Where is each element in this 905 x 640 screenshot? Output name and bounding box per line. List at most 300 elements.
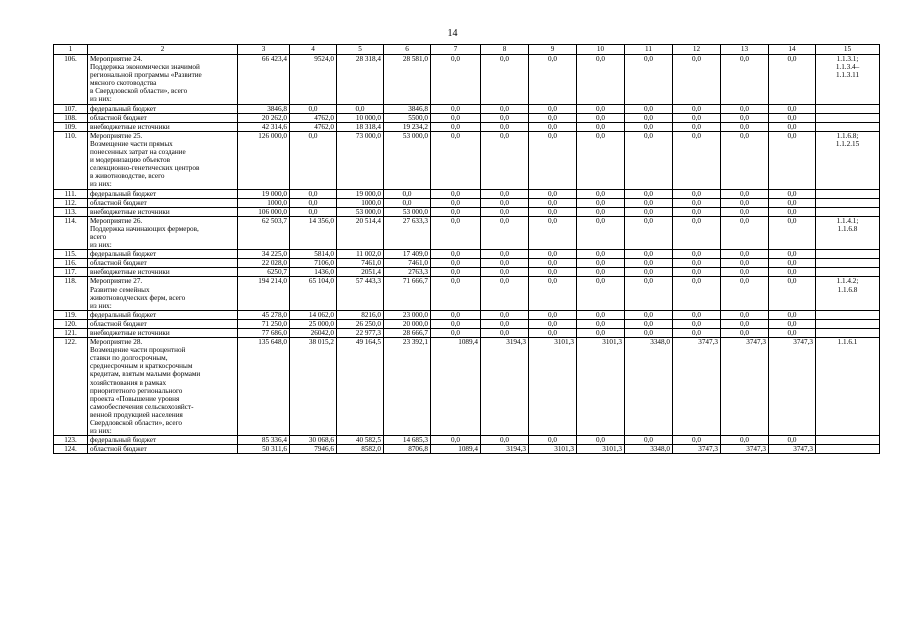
value-cell: 11 002,0 bbox=[337, 250, 384, 259]
value-cell: 19 234,2 bbox=[384, 122, 431, 131]
value-cell: 0,0 bbox=[769, 329, 816, 338]
value-cell: 0,0 bbox=[721, 259, 769, 268]
value-cell: 3101,3 bbox=[577, 338, 625, 436]
column-header: 15 bbox=[816, 45, 880, 55]
row-number: 116. bbox=[54, 259, 88, 268]
row-number: 124. bbox=[54, 445, 88, 454]
row-description: Мероприятие 25. Возмещение части прямых понесенных затрат на создание и модернизацию объектов селекционно-генетических центров в животноводстве, всего из них: bbox=[88, 131, 238, 189]
value-cell: 0,0 bbox=[721, 113, 769, 122]
row-description: областной бюджет bbox=[88, 259, 238, 268]
row-number: 109. bbox=[54, 122, 88, 131]
target-indicator-ref bbox=[816, 436, 880, 445]
value-cell: 1089,4 bbox=[431, 445, 481, 454]
value-cell: 0,0 bbox=[290, 131, 337, 189]
page-number: 14 bbox=[447, 28, 458, 39]
value-cell: 0,0 bbox=[481, 259, 529, 268]
row-number: 113. bbox=[54, 207, 88, 216]
value-cell: 0,0 bbox=[481, 277, 529, 310]
value-cell: 0,0 bbox=[721, 268, 769, 277]
value-cell: 0,0 bbox=[721, 310, 769, 319]
value-cell: 0,0 bbox=[673, 189, 721, 198]
table-row bbox=[54, 268, 880, 277]
value-cell: 6250,7 bbox=[238, 268, 290, 277]
target-indicator-ref: 1.1.3.1; 1.1.3.4– 1.1.3.11 bbox=[816, 55, 880, 105]
value-cell: 0,0 bbox=[721, 329, 769, 338]
column-header: 14 bbox=[769, 45, 816, 55]
row-number: 120. bbox=[54, 319, 88, 328]
value-cell: 0,0 bbox=[769, 122, 816, 131]
value-cell: 0,0 bbox=[721, 189, 769, 198]
value-cell: 8706,8 bbox=[384, 445, 431, 454]
row-description: федеральный бюджет bbox=[88, 104, 238, 113]
value-cell: 0,0 bbox=[529, 207, 577, 216]
row-number: 115. bbox=[54, 250, 88, 259]
value-cell: 0,0 bbox=[673, 250, 721, 259]
value-cell: 0,0 bbox=[529, 268, 577, 277]
target-indicator-ref bbox=[816, 113, 880, 122]
value-cell: 53 000,0 bbox=[337, 207, 384, 216]
value-cell: 28 318,4 bbox=[337, 55, 384, 105]
row-number: 114. bbox=[54, 216, 88, 249]
value-cell: 53 000,0 bbox=[384, 131, 431, 189]
value-cell: 0,0 bbox=[529, 250, 577, 259]
value-cell: 0,0 bbox=[481, 104, 529, 113]
value-cell: 3194,3 bbox=[481, 338, 529, 436]
column-header: 3 bbox=[238, 45, 290, 55]
row-number: 119. bbox=[54, 310, 88, 319]
value-cell: 0,0 bbox=[577, 122, 625, 131]
value-cell: 3101,3 bbox=[529, 338, 577, 436]
value-cell: 0,0 bbox=[529, 113, 577, 122]
value-cell: 0,0 bbox=[481, 310, 529, 319]
value-cell: 0,0 bbox=[337, 104, 384, 113]
value-cell: 0,0 bbox=[673, 198, 721, 207]
value-cell: 0,0 bbox=[529, 55, 577, 105]
budget-table bbox=[53, 44, 880, 454]
table-row bbox=[54, 338, 880, 436]
value-cell: 85 336,4 bbox=[238, 436, 290, 445]
row-description: внебюджетные источники bbox=[88, 207, 238, 216]
column-header: 1 bbox=[54, 45, 88, 55]
value-cell: 0,0 bbox=[625, 189, 673, 198]
value-cell: 20 000,0 bbox=[384, 319, 431, 328]
value-cell: 3101,3 bbox=[577, 445, 625, 454]
value-cell: 22 028,0 bbox=[238, 259, 290, 268]
value-cell: 0,0 bbox=[431, 259, 481, 268]
value-cell: 0,0 bbox=[481, 189, 529, 198]
value-cell: 0,0 bbox=[529, 319, 577, 328]
value-cell: 23 000,0 bbox=[384, 310, 431, 319]
value-cell: 3846,8 bbox=[238, 104, 290, 113]
value-cell: 0,0 bbox=[577, 259, 625, 268]
value-cell: 0,0 bbox=[673, 104, 721, 113]
value-cell: 0,0 bbox=[625, 122, 673, 131]
value-cell: 3348,0 bbox=[625, 338, 673, 436]
value-cell: 0,0 bbox=[769, 113, 816, 122]
row-description: внебюджетные источники bbox=[88, 122, 238, 131]
value-cell: 0,0 bbox=[577, 216, 625, 249]
value-cell: 3747,3 bbox=[769, 445, 816, 454]
value-cell: 0,0 bbox=[481, 329, 529, 338]
value-cell: 28 581,0 bbox=[384, 55, 431, 105]
value-cell: 38 015,2 bbox=[290, 338, 337, 436]
column-header: 5 bbox=[337, 45, 384, 55]
value-cell: 0,0 bbox=[431, 207, 481, 216]
value-cell: 0,0 bbox=[721, 319, 769, 328]
value-cell: 0,0 bbox=[673, 319, 721, 328]
value-cell: 3348,0 bbox=[625, 445, 673, 454]
value-cell: 0,0 bbox=[769, 277, 816, 310]
value-cell: 0,0 bbox=[673, 310, 721, 319]
value-cell: 0,0 bbox=[625, 250, 673, 259]
value-cell: 0,0 bbox=[481, 207, 529, 216]
table-row bbox=[54, 310, 880, 319]
value-cell: 3747,3 bbox=[721, 445, 769, 454]
value-cell: 14 062,0 bbox=[290, 310, 337, 319]
target-indicator-ref bbox=[816, 445, 880, 454]
table-row bbox=[54, 436, 880, 445]
value-cell: 17 409,0 bbox=[384, 250, 431, 259]
table-row bbox=[54, 445, 880, 454]
value-cell: 0,0 bbox=[625, 259, 673, 268]
value-cell: 0,0 bbox=[721, 436, 769, 445]
row-description: Мероприятие 28. Возмещение части процентной ставки по долгосрочным, среднесрочным и краткосрочным кредитам, взятым малыми формами хозяйствования в рамках приоритетного регионального проекта «Повышение уровня самообеспечения сельскохозяйст- венной продукцией населения Свердловской области», всего из них: bbox=[88, 338, 238, 436]
value-cell: 7461,0 bbox=[337, 259, 384, 268]
value-cell: 0,0 bbox=[721, 250, 769, 259]
value-cell: 0,0 bbox=[481, 113, 529, 122]
value-cell: 0,0 bbox=[769, 436, 816, 445]
target-indicator-ref: 1.1.4.2; 1.1.6.8 bbox=[816, 277, 880, 310]
value-cell: 135 648,0 bbox=[238, 338, 290, 436]
value-cell: 0,0 bbox=[577, 250, 625, 259]
value-cell: 0,0 bbox=[529, 277, 577, 310]
value-cell: 5500,0 bbox=[384, 113, 431, 122]
target-indicator-ref bbox=[816, 250, 880, 259]
value-cell: 20 514,4 bbox=[337, 216, 384, 249]
value-cell: 0,0 bbox=[673, 216, 721, 249]
value-cell: 0,0 bbox=[431, 104, 481, 113]
value-cell: 26042,0 bbox=[290, 329, 337, 338]
value-cell: 0,0 bbox=[673, 277, 721, 310]
target-indicator-ref bbox=[816, 310, 880, 319]
value-cell: 0,0 bbox=[431, 277, 481, 310]
value-cell: 7946,6 bbox=[290, 445, 337, 454]
value-cell: 0,0 bbox=[625, 104, 673, 113]
value-cell: 0,0 bbox=[673, 329, 721, 338]
value-cell: 3194,3 bbox=[481, 445, 529, 454]
column-header: 12 bbox=[673, 45, 721, 55]
table-row bbox=[54, 250, 880, 259]
value-cell: 0,0 bbox=[431, 319, 481, 328]
value-cell: 0,0 bbox=[481, 198, 529, 207]
row-description: внебюджетные источники bbox=[88, 329, 238, 338]
row-description: областной бюджет bbox=[88, 113, 238, 122]
row-number: 118. bbox=[54, 277, 88, 310]
row-number: 108. bbox=[54, 113, 88, 122]
row-number: 111. bbox=[54, 189, 88, 198]
value-cell: 3101,3 bbox=[529, 445, 577, 454]
value-cell: 4762,0 bbox=[290, 122, 337, 131]
value-cell: 0,0 bbox=[577, 189, 625, 198]
value-cell: 7461,0 bbox=[384, 259, 431, 268]
value-cell: 0,0 bbox=[481, 55, 529, 105]
table-row bbox=[54, 259, 880, 268]
value-cell: 0,0 bbox=[431, 198, 481, 207]
table-row bbox=[54, 207, 880, 216]
value-cell: 0,0 bbox=[625, 268, 673, 277]
row-description: Мероприятие 27. Развитие семейных животноводческих ферм, всего из них: bbox=[88, 277, 238, 310]
value-cell: 0,0 bbox=[577, 207, 625, 216]
table-row bbox=[54, 104, 880, 113]
value-cell: 0,0 bbox=[577, 113, 625, 122]
value-cell: 0,0 bbox=[529, 104, 577, 113]
value-cell: 20 262,0 bbox=[238, 113, 290, 122]
target-indicator-ref bbox=[816, 319, 880, 328]
value-cell: 0,0 bbox=[673, 436, 721, 445]
value-cell: 0,0 bbox=[481, 250, 529, 259]
row-description: федеральный бюджет bbox=[88, 436, 238, 445]
value-cell: 0,0 bbox=[625, 216, 673, 249]
value-cell: 0,0 bbox=[431, 436, 481, 445]
value-cell: 0,0 bbox=[769, 189, 816, 198]
value-cell: 0,0 bbox=[431, 131, 481, 189]
value-cell: 0,0 bbox=[577, 277, 625, 310]
value-cell: 28 666,7 bbox=[384, 329, 431, 338]
value-cell: 0,0 bbox=[625, 319, 673, 328]
value-cell: 0,0 bbox=[431, 216, 481, 249]
value-cell: 2051,4 bbox=[337, 268, 384, 277]
value-cell: 0,0 bbox=[769, 259, 816, 268]
row-description: Мероприятие 24. Поддержка экономически значимой региональной программы «Развитие мясного скотоводства в Свердловской области», всего из них: bbox=[88, 55, 238, 105]
value-cell: 0,0 bbox=[481, 122, 529, 131]
value-cell: 0,0 bbox=[625, 55, 673, 105]
value-cell: 0,0 bbox=[431, 55, 481, 105]
value-cell: 0,0 bbox=[431, 113, 481, 122]
value-cell: 0,0 bbox=[577, 319, 625, 328]
value-cell: 0,0 bbox=[290, 104, 337, 113]
value-cell: 30 068,6 bbox=[290, 436, 337, 445]
value-cell: 0,0 bbox=[673, 113, 721, 122]
target-indicator-ref: 1.1.4.1; 1.1.6.8 bbox=[816, 216, 880, 249]
target-indicator-ref bbox=[816, 207, 880, 216]
row-description: областной бюджет bbox=[88, 198, 238, 207]
value-cell: 0,0 bbox=[769, 198, 816, 207]
value-cell: 0,0 bbox=[721, 198, 769, 207]
value-cell: 50 311,6 bbox=[238, 445, 290, 454]
value-cell: 0,0 bbox=[529, 216, 577, 249]
value-cell: 194 214,0 bbox=[238, 277, 290, 310]
row-number: 117. bbox=[54, 268, 88, 277]
value-cell: 0,0 bbox=[769, 216, 816, 249]
table-row bbox=[54, 55, 880, 105]
value-cell: 3747,3 bbox=[769, 338, 816, 436]
value-cell: 106 000,0 bbox=[238, 207, 290, 216]
value-cell: 18 318,4 bbox=[337, 122, 384, 131]
value-cell: 34 225,0 bbox=[238, 250, 290, 259]
value-cell: 19 000,0 bbox=[238, 189, 290, 198]
value-cell: 0,0 bbox=[577, 131, 625, 189]
column-header: 10 bbox=[577, 45, 625, 55]
value-cell: 22 977,3 bbox=[337, 329, 384, 338]
value-cell: 0,0 bbox=[431, 268, 481, 277]
row-number: 122. bbox=[54, 338, 88, 436]
value-cell: 0,0 bbox=[481, 268, 529, 277]
value-cell: 1000,0 bbox=[337, 198, 384, 207]
value-cell: 0,0 bbox=[577, 268, 625, 277]
value-cell: 26 250,0 bbox=[337, 319, 384, 328]
value-cell: 71 666,7 bbox=[384, 277, 431, 310]
value-cell: 0,0 bbox=[290, 207, 337, 216]
value-cell: 0,0 bbox=[529, 310, 577, 319]
value-cell: 0,0 bbox=[673, 131, 721, 189]
target-indicator-ref: 1.1.6.8; 1.1.2.15 bbox=[816, 131, 880, 189]
value-cell: 62 503,7 bbox=[238, 216, 290, 249]
value-cell: 53 000,0 bbox=[384, 207, 431, 216]
value-cell: 73 000,0 bbox=[337, 131, 384, 189]
value-cell: 0,0 bbox=[769, 310, 816, 319]
row-number: 121. bbox=[54, 329, 88, 338]
value-cell: 3747,3 bbox=[673, 445, 721, 454]
value-cell: 0,0 bbox=[625, 277, 673, 310]
table-row bbox=[54, 189, 880, 198]
value-cell: 8582,0 bbox=[337, 445, 384, 454]
column-header: 9 bbox=[529, 45, 577, 55]
value-cell: 7106,0 bbox=[290, 259, 337, 268]
value-cell: 19 000,0 bbox=[337, 189, 384, 198]
target-indicator-ref bbox=[816, 268, 880, 277]
value-cell: 71 250,0 bbox=[238, 319, 290, 328]
value-cell: 57 443,3 bbox=[337, 277, 384, 310]
value-cell: 0,0 bbox=[577, 436, 625, 445]
value-cell: 0,0 bbox=[431, 310, 481, 319]
value-cell: 0,0 bbox=[673, 207, 721, 216]
value-cell: 0,0 bbox=[769, 104, 816, 113]
value-cell: 0,0 bbox=[431, 122, 481, 131]
value-cell: 0,0 bbox=[431, 250, 481, 259]
value-cell: 126 000,0 bbox=[238, 131, 290, 189]
target-indicator-ref bbox=[816, 198, 880, 207]
value-cell: 0,0 bbox=[721, 216, 769, 249]
column-header: 13 bbox=[721, 45, 769, 55]
value-cell: 66 423,4 bbox=[238, 55, 290, 105]
value-cell: 0,0 bbox=[529, 198, 577, 207]
column-header: 6 bbox=[384, 45, 431, 55]
value-cell: 0,0 bbox=[529, 122, 577, 131]
value-cell: 0,0 bbox=[529, 189, 577, 198]
header-row bbox=[54, 45, 880, 55]
value-cell: 0,0 bbox=[769, 250, 816, 259]
value-cell: 23 392,1 bbox=[384, 338, 431, 436]
row-description: областной бюджет bbox=[88, 445, 238, 454]
value-cell: 0,0 bbox=[625, 131, 673, 189]
value-cell: 0,0 bbox=[625, 436, 673, 445]
value-cell: 0,0 bbox=[721, 55, 769, 105]
value-cell: 0,0 bbox=[384, 198, 431, 207]
value-cell: 14 356,0 bbox=[290, 216, 337, 249]
target-indicator-ref bbox=[816, 122, 880, 131]
row-number: 123. bbox=[54, 436, 88, 445]
target-indicator-ref bbox=[816, 104, 880, 113]
value-cell: 0,0 bbox=[529, 259, 577, 268]
value-cell: 8216,0 bbox=[337, 310, 384, 319]
row-description: федеральный бюджет bbox=[88, 189, 238, 198]
value-cell: 1000,0 bbox=[238, 198, 290, 207]
target-indicator-ref: 1.1.6.1 bbox=[816, 338, 880, 436]
value-cell: 0,0 bbox=[577, 329, 625, 338]
value-cell: 0,0 bbox=[529, 131, 577, 189]
value-cell: 0,0 bbox=[721, 277, 769, 310]
value-cell: 0,0 bbox=[625, 113, 673, 122]
value-cell: 40 582,5 bbox=[337, 436, 384, 445]
value-cell: 0,0 bbox=[769, 55, 816, 105]
value-cell: 42 314,6 bbox=[238, 122, 290, 131]
value-cell: 0,0 bbox=[481, 131, 529, 189]
row-description: внебюджетные источники bbox=[88, 268, 238, 277]
value-cell: 27 633,3 bbox=[384, 216, 431, 249]
row-number: 112. bbox=[54, 198, 88, 207]
value-cell: 0,0 bbox=[481, 319, 529, 328]
value-cell: 65 104,0 bbox=[290, 277, 337, 310]
table-body bbox=[54, 45, 880, 454]
value-cell: 0,0 bbox=[673, 122, 721, 131]
value-cell: 0,0 bbox=[481, 216, 529, 249]
value-cell: 3747,3 bbox=[673, 338, 721, 436]
value-cell: 0,0 bbox=[721, 122, 769, 131]
value-cell: 0,0 bbox=[577, 198, 625, 207]
value-cell: 0,0 bbox=[673, 55, 721, 105]
column-header: 2 bbox=[88, 45, 238, 55]
column-header: 8 bbox=[481, 45, 529, 55]
value-cell: 0,0 bbox=[431, 329, 481, 338]
value-cell: 77 686,0 bbox=[238, 329, 290, 338]
value-cell: 0,0 bbox=[721, 207, 769, 216]
row-description: федеральный бюджет bbox=[88, 310, 238, 319]
value-cell: 0,0 bbox=[290, 198, 337, 207]
value-cell: 0,0 bbox=[721, 131, 769, 189]
value-cell: 0,0 bbox=[577, 310, 625, 319]
target-indicator-ref bbox=[816, 259, 880, 268]
table-row bbox=[54, 216, 880, 249]
value-cell: 0,0 bbox=[625, 207, 673, 216]
table-row bbox=[54, 329, 880, 338]
value-cell: 0,0 bbox=[529, 436, 577, 445]
value-cell: 0,0 bbox=[769, 131, 816, 189]
value-cell: 3846,8 bbox=[384, 104, 431, 113]
value-cell: 0,0 bbox=[769, 319, 816, 328]
value-cell: 0,0 bbox=[577, 55, 625, 105]
table-row bbox=[54, 113, 880, 122]
value-cell: 10 000,0 bbox=[337, 113, 384, 122]
table-row bbox=[54, 122, 880, 131]
target-indicator-ref bbox=[816, 189, 880, 198]
value-cell: 1089,4 bbox=[431, 338, 481, 436]
column-header: 4 bbox=[290, 45, 337, 55]
value-cell: 2763,3 bbox=[384, 268, 431, 277]
column-header: 7 bbox=[431, 45, 481, 55]
value-cell: 25 000,0 bbox=[290, 319, 337, 328]
target-indicator-ref bbox=[816, 329, 880, 338]
value-cell: 5814,0 bbox=[290, 250, 337, 259]
row-description: Мероприятие 26. Поддержка начинающих фермеров, всего из них: bbox=[88, 216, 238, 249]
table-row bbox=[54, 319, 880, 328]
value-cell: 0,0 bbox=[384, 189, 431, 198]
value-cell: 0,0 bbox=[769, 207, 816, 216]
table-row bbox=[54, 131, 880, 189]
value-cell: 9524,0 bbox=[290, 55, 337, 105]
value-cell: 0,0 bbox=[769, 268, 816, 277]
value-cell: 45 278,0 bbox=[238, 310, 290, 319]
row-number: 106. bbox=[54, 55, 88, 105]
